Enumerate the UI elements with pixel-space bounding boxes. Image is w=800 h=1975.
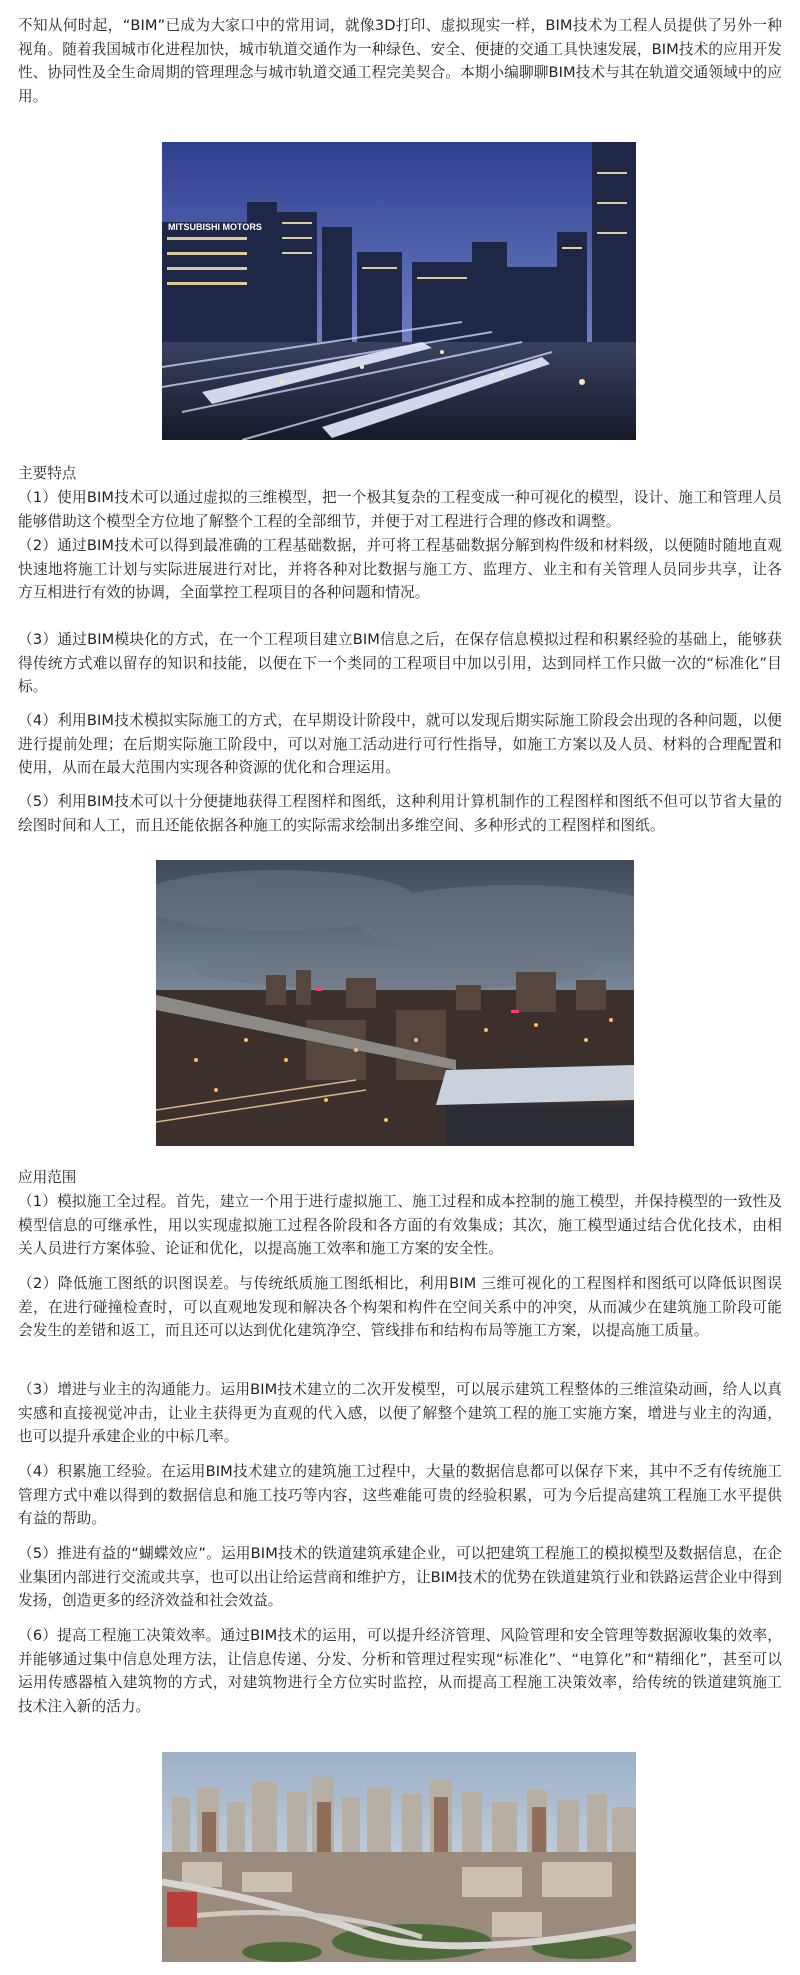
application-item-6: （6）提高工程施工决策效率。通过BIM技术的运用，可以提升经济管理、风险管理和安全管理等数据源收集的效率，并能够通过集中信息处理方法，让信息传递、分发、分析和管理过程实现“标准化”、“电算化”和“精细化”，甚至可以运用传感器植入建筑物的方式，对建筑物进行全方位实时监控，从而提高工程施工决策效率，给传统的铁道建筑施工技术注入新的活力。 [18,1627,782,1715]
application-item-4: （4）积累施工经验。在运用BIM技术建立的建筑施工过程中，大量的数据信息都可以保存下来，其中不乏有传统施工管理方式中难以得到的数据信息和施工技巧等内容，这些难能可贵的经验积累，可为今后提高建筑工程施工水平提供有益的帮助。 [18,1463,782,1528]
intro-paragraph: 不知从何时起，“BIM”已成为大家口中的常用词，就像3D打印、虚拟现实一样，BIM技术为工程人员提供了另外一种视角。随着我国城市化进程加快，城市轨道交通作为一种绿色、安全、便捷的交通工具快速发展，BIM技术的应用开发性、协同性及全生命周期的管理理念与城市轨道交通工程完美契合。本期小编聊聊BIM技术与其在轨道交通领域中的应用。 [18,17,782,105]
features-heading: 主要特点 [18,465,77,482]
application-item-2: （2）降低施工图纸的识图误差。与传统纸质施工图纸相比，利用BIM 三维可视化的工程图样和图纸可以降低识图误差，在进行碰撞检查时，可以直观地发现和解决各个构架和构件在空间关系中的冲突，从而减少在建筑施工阶段可能会发生的差错和返工，而且还可以达到优化建筑净空、管线排布和结构布局等施工方案，以提高施工质量。 [18,1275,782,1340]
feature-item-1: （1）使用BIM技术可以通过虚拟的三维模型，把一个极其复杂的工程变成一种可视化的模型，设计、施工和管理人员能够借助这个模型全方位地了解整个工程的全部细节，并便于对工程进行合理的修改和调整。 [18,489,782,530]
application-item-3: （3）增进与业主的沟通能力。运用BIM技术建立的二次开发模型，可以展示建筑工程整体的三维渲染动画，给人以真实感和直接视觉冲击，让业主获得更为直观的代入感，以便了解整个建筑工程的施工实施方案，增进与业主的沟通，也可以提升承建企业的中标几率。 [18,1381,782,1446]
feature-item-3: （3）通过BIM模块化的方式，在一个工程项目建立BIM信息之后，在保存信息模拟过程和积累经验的基础上，能够获得传统方式难以留存的知识和技能，以便在下一个类同的工程项目中加以引用，达到同样工作只做一次的“标准化”目标。 [18,631,782,696]
application-item-5: （5）推进有益的“蝴蝶效应”。运用BIM技术的铁道建筑承建企业，可以把建筑工程施工的模拟模型及数据信息，在企业集团内部进行交流或共享，也可以出让给运营商和维护方，让BIM技术的优势在铁道建筑行业和铁路运营企业中得到发扬，创造更多的经济效益和社会效益。 [18,1545,782,1610]
dusk-city-photo [156,860,634,1146]
day-city-photo [162,1752,636,1962]
application-item-1: （1）模拟施工全过程。首先，建立一个用于进行虚拟施工、施工过程和成本控制的施工模型，并保持模型的一致性及模型信息的可继承性，用以实现虚拟施工过程各阶段和各方面的有效集成；其次，施工模型通过结合优化技术，由相关人员进行方案体验、论证和优化，以提高施工效率和施工方案的安全性。 [18,1193,782,1258]
night-station-photo [162,142,636,440]
feature-item-4: （4）利用BIM技术模拟实际施工的方式，在早期设计阶段中，就可以发现后期实际施工阶段会出现的各种问题，以便进行提前处理；在后期实际施工阶段中，可以对施工活动进行可行性指导，如施工方案以及人员、材料的合理配置和使用，从而在最大范围内实现各种资源的优化和合理运用。 [18,712,782,777]
feature-item-5: （5）利用BIM技术可以十分便捷地获得工程图样和图纸，这种利用计算机制作的工程图样和图纸不但可以节省大量的绘图时间和人工，而且还能依据各种施工的实际需求绘制出多维空间、多种形式的工程图样和图纸。 [18,793,782,834]
feature-item-2: （2）通过BIM技术可以得到最准确的工程基础数据，并可将工程基础数据分解到构件级和材料级，以便随时随地直观快速地将施工计划与实际进展进行对比，并将各种对比数据与施工方、监理方、业主和有关管理人员同步共享，让各方互相进行有效的协调，全面掌控工程项目的各种问题和情况。 [18,537,782,602]
station-sign-text: MITSUBISHI MOTORS [168,222,262,232]
applications-heading: 应用范围 [18,1169,77,1186]
